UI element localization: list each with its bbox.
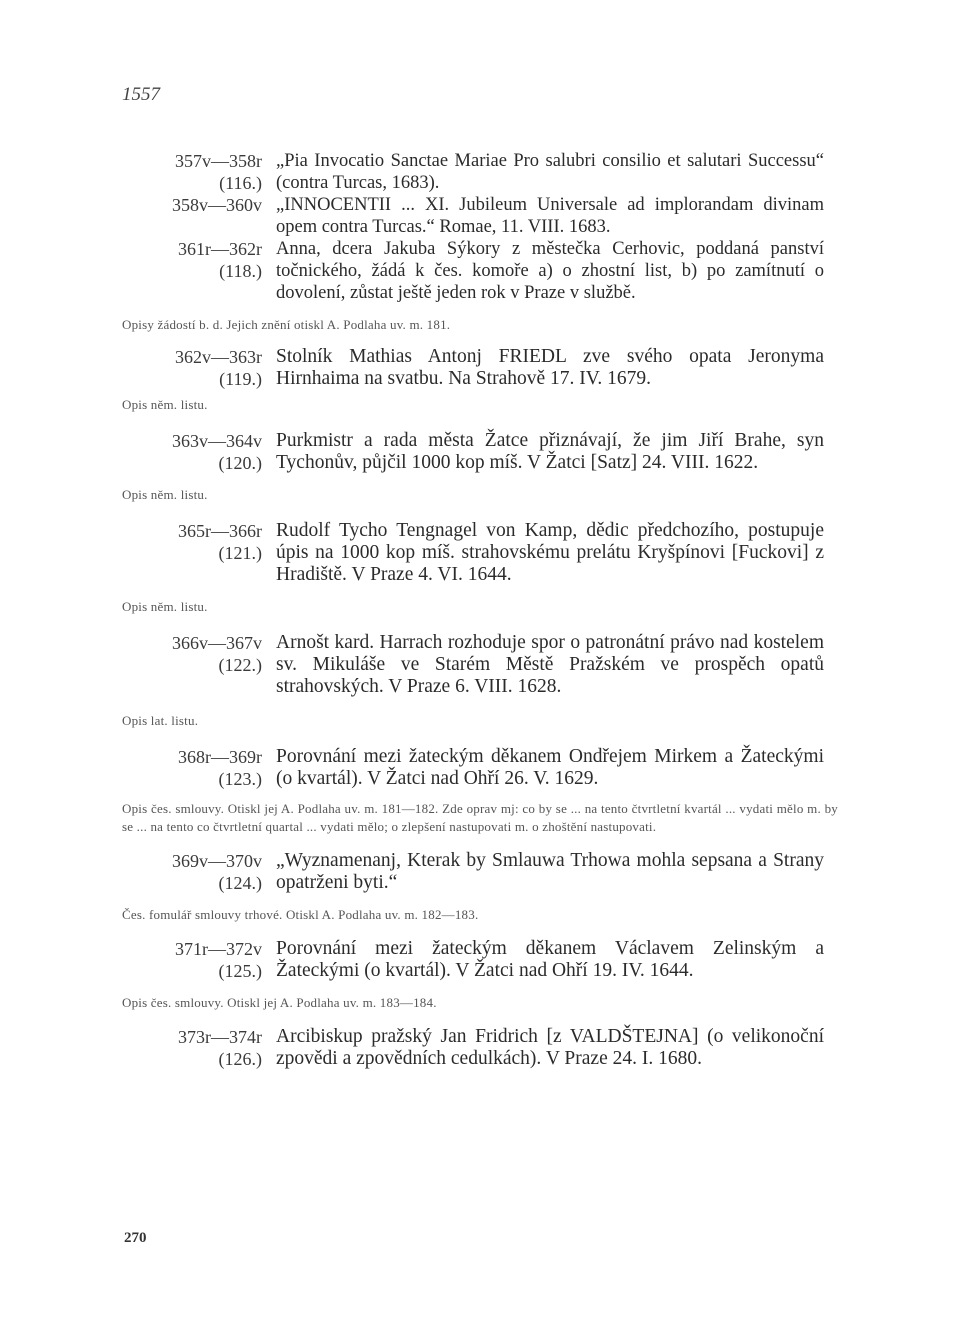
entry-number: (123.) [218,769,262,789]
entry-text: Stolník Mathias Antonj FRIEDL zve svého opata Jeronyma Hirnhaima na svatbu. Na Strahově 17. IV. 1679. [276,346,824,389]
folio-range: 365r—366r [178,521,262,541]
catalog-entry [0,430,960,474]
folio-range: 361r—362r [178,239,262,259]
page-number: 270 [124,1230,147,1246]
entry-number: (119.) [219,369,262,389]
catalog-entry [0,632,960,698]
folio-range: 373r—374r [178,1027,262,1047]
catalog-entry [0,746,960,790]
entry-reference [0,938,276,982]
entry-number: (116.) [219,173,262,193]
entry-list [0,150,960,1070]
entry-number: (118.) [219,261,262,281]
catalog-entry [0,520,960,586]
folio-range: 358v—360v [172,195,262,215]
entry-reference [0,850,276,894]
catalog-entry [0,346,960,390]
entry-text: Porovnání mezi žateckým děkanem Václavem Zelinským a Žateckými (o kvartál). V Žatci nad Ohří 19. IV. 1644. [276,938,824,981]
folio-range: 366v—367v [172,633,262,653]
editorial-note: Čes. fomulář smlouvy trhové. Otiskl A. Podlaha uv. m. 182—183. [122,907,479,922]
entry-reference [0,520,276,586]
entry-text: „Wyznamenanj, Kterak by Smlauwa Trhowa mohla sepsana a Strany opatrženi byti.“ [276,850,824,893]
editorial-note: Opis čes. smlouvy. Otiskl jej A. Podlaha uv. m. 181—182. Zde oprav mj: co by se ... na tento čtvrtletní kvartál ... vydati mělo m. by se ... na tento co čtvrtletní quartal ... vydati mělo; o zlepšení nastupovati m. o zhoštění nastupovati. [122,801,838,834]
entry-reference [0,746,276,790]
entry-number: (120.) [218,453,262,473]
entry-reference [0,1026,276,1070]
entry-text: Porovnání mezi žateckým děkanem Ondřejem Mirkem a Žateckými (o kvartál). V Žatci nad Ohří 26. V. 1629. [276,746,824,789]
entry-reference [0,150,276,194]
entry-text: Arcibiskup pražský Jan Fridrich [z VALDŠTEJNA] (o velikonoční zpovědi a zpovědních cedulkách). V Praze 24. I. 1680. [276,1026,824,1069]
entry-text: „INNOCENTII ... XI. Jubileum Universale ad implorandam divinam opem contra Turcas.“ Romae, 11. VIII. 1683. [276,195,824,237]
catalog-entry [0,938,960,982]
entry-number: (125.) [218,961,262,981]
editorial-note: Opisy žádostí b. d. Jejich znění otiskl A. Podlaha uv. m. 181. [122,317,451,332]
editorial-note: Opis něm. listu. [122,487,208,502]
entry-reference [0,238,276,304]
entry-number: (124.) [218,873,262,893]
editorial-note: Opis čes. smlouvy. Otiskl jej A. Podlaha uv. m. 183—184. [122,995,437,1010]
catalog-entry [0,238,960,304]
folio-range: 362v—363r [175,347,262,367]
catalog-entry [0,194,960,238]
entry-reference [0,632,276,698]
folio-range: 371r—372v [175,939,262,959]
entry-reference [0,430,276,474]
folio-range: 357v—358r [175,151,262,171]
folio-range: 363v—364v [172,431,262,451]
editorial-note: Opis něm. listu. [122,397,208,412]
catalog-entry [0,1026,960,1070]
entry-text: Purkmistr a rada města Žatce přiznávají, že jim Jiří Brahe, syn Tychonův, půjčil 1000 kop míš. V Žatci [Satz] 24. VIII. 1622. [276,430,824,473]
entry-number: (122.) [218,655,262,675]
running-header-year: 1557 [122,84,160,105]
entry-reference [0,346,276,390]
entry-text: Arnošt kard. Harrach rozhoduje spor o patronátní právo nad kostelem sv. Mikuláše ve Starém Městě Pražském ve prospěch opatů strahovských. V Praze 6. VIII. 1628. [276,632,824,697]
editorial-note: Opis něm. listu. [122,599,208,614]
entry-text: Anna, dcera Jakuba Sýkory z městečka Cerhovic, poddaná panství točnického, žádá k čes. komoře a) o zhostní list, b) po zamítnutí o dovolení, zůstat ještě jeden rok v Praze v službě. [276,239,824,303]
entry-reference [0,194,276,238]
editorial-note: Opis lat. listu. [122,713,199,728]
catalog-entry [0,850,960,894]
folio-range: 368r—369r [178,747,262,767]
entry-text: Rudolf Tycho Tengnagel von Kamp, dědic předchozího, postupuje úpis na 1000 kop míš. strahovskému prelátu Kryšpínovi [Fuckovi] z Hradiště. V Praze 4. VI. 1644. [276,520,824,585]
folio-range: 369v—370v [172,851,262,871]
catalog-entry [0,150,960,194]
entry-number: (126.) [218,1049,262,1069]
entry-number: (121.) [218,543,262,563]
entry-text: „Pia Invocatio Sanctae Mariae Pro salubri consilio et salutari Successu“ (contra Turcas, 1683). [276,151,824,193]
